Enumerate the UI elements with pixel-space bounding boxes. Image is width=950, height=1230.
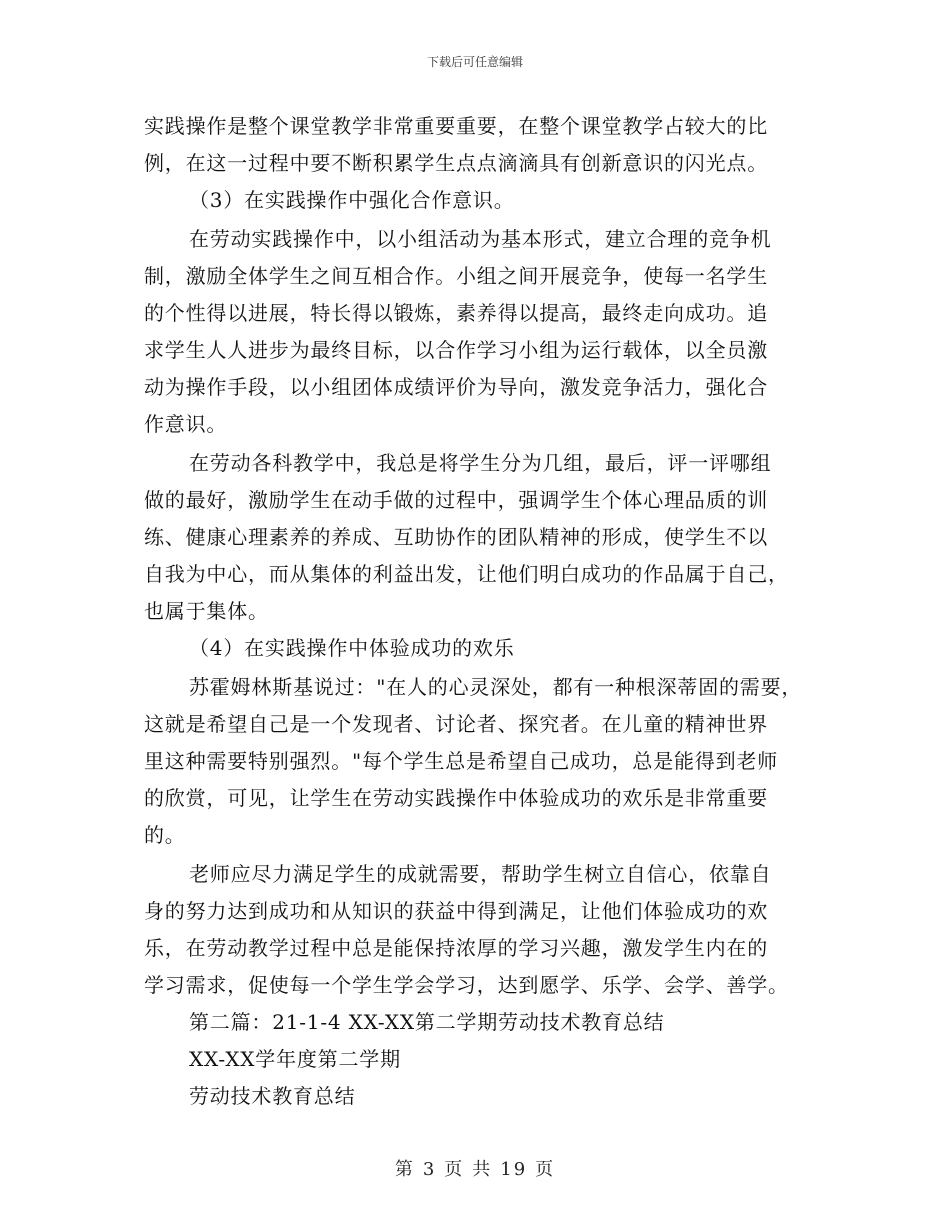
- text-line: 实践操作是整个课堂教学非常重要重要，在整个课堂教学占较大的比: [144, 114, 768, 138]
- footer-total-prefix: 共: [472, 1159, 493, 1180]
- chapter-subtitle: 劳动技术教育总结: [189, 1084, 356, 1108]
- chapter-title: 第二篇：21-1-4 XX-XX第二学期劳动技术教育总结: [189, 1010, 665, 1034]
- text-line: 身的努力达到成功和从知识的获益中得到满足，让他们体验成功的欢: [144, 899, 768, 923]
- text-line: 制，激励全体学生之间互相合作。小组之间开展竞争，使每一名学生: [144, 264, 768, 288]
- text-line: 的。: [144, 823, 186, 847]
- total-pages: 19: [500, 1159, 528, 1180]
- text-line: 自我为中心，而从集体的利益出发，让他们明白成功的作品属于自己，: [144, 562, 789, 586]
- chapter-subtitle: XX-XX学年度第二学期: [189, 1047, 401, 1071]
- text-line: 学习需求，促使每一个学生学会学习，达到愿学、乐学、会学、善学。: [144, 973, 789, 997]
- footer-page-unit: 页: [444, 1159, 465, 1180]
- text-line: 例，在这一过程中要不断积累学生点点滴滴具有创新意识的闪光点。: [144, 151, 768, 175]
- section-heading: （4）在实践操作中体验成功的欢乐: [189, 636, 515, 660]
- text-line: 在劳动各科教学中，我总是将学生分为几组，最后，评一评哪组: [189, 451, 772, 475]
- text-line: 乐，在劳动教学过程中总是能保持浓厚的学习兴趣，激发学生内在的: [144, 936, 768, 960]
- page-footer: [0, 1155, 950, 1181]
- page-number: 3: [422, 1159, 437, 1180]
- text-line: 动为操作手段，以小组团体成绩评价为导向，激发竞争活力，强化合: [144, 375, 768, 399]
- text-line: 的个性得以进展，特长得以锻炼，素养得以提高，最终走向成功。追: [144, 301, 768, 325]
- text-line: 苏霍姆林斯基说过："在人的心灵深处，都有一种根深蒂固的需要，: [189, 675, 803, 699]
- footer-total-unit: 页: [535, 1159, 556, 1180]
- text-line: 也属于集体。: [144, 599, 269, 623]
- text-line: 在劳动实践操作中，以小组活动为基本形式，建立合理的竞争机: [189, 227, 772, 251]
- footer-prefix: 第: [394, 1159, 415, 1180]
- text-line: 这就是希望自己是一个发现者、讨论者、探究者。在儿童的精神世界: [144, 712, 768, 736]
- text-line: 里这种需要特别强烈。"每个学生总是希望自己成功，总是能得到老师: [144, 749, 778, 773]
- text-line: 作意识。: [144, 412, 228, 436]
- page-header: 下载后可任意编辑: [426, 55, 523, 69]
- text-line: 练、健康心理素养的养成、互助协作的团队精神的形成，使学生不以: [144, 525, 768, 549]
- text-line: 的欣赏，可见，让学生在劳动实践操作中体验成功的欢乐是非常重要: [144, 786, 768, 810]
- section-heading: （3）在实践操作中强化合作意识。: [189, 188, 515, 212]
- text-line: 老师应尽力满足学生的成就需要，帮助学生树立自信心，依靠自: [189, 862, 772, 886]
- text-line: 求学生人人进步为最终目标，以合作学习小组为运行载体，以全员激: [144, 338, 768, 362]
- text-line: 做的最好，激励学生在动手做的过程中，强调学生个体心理品质的训: [144, 488, 768, 512]
